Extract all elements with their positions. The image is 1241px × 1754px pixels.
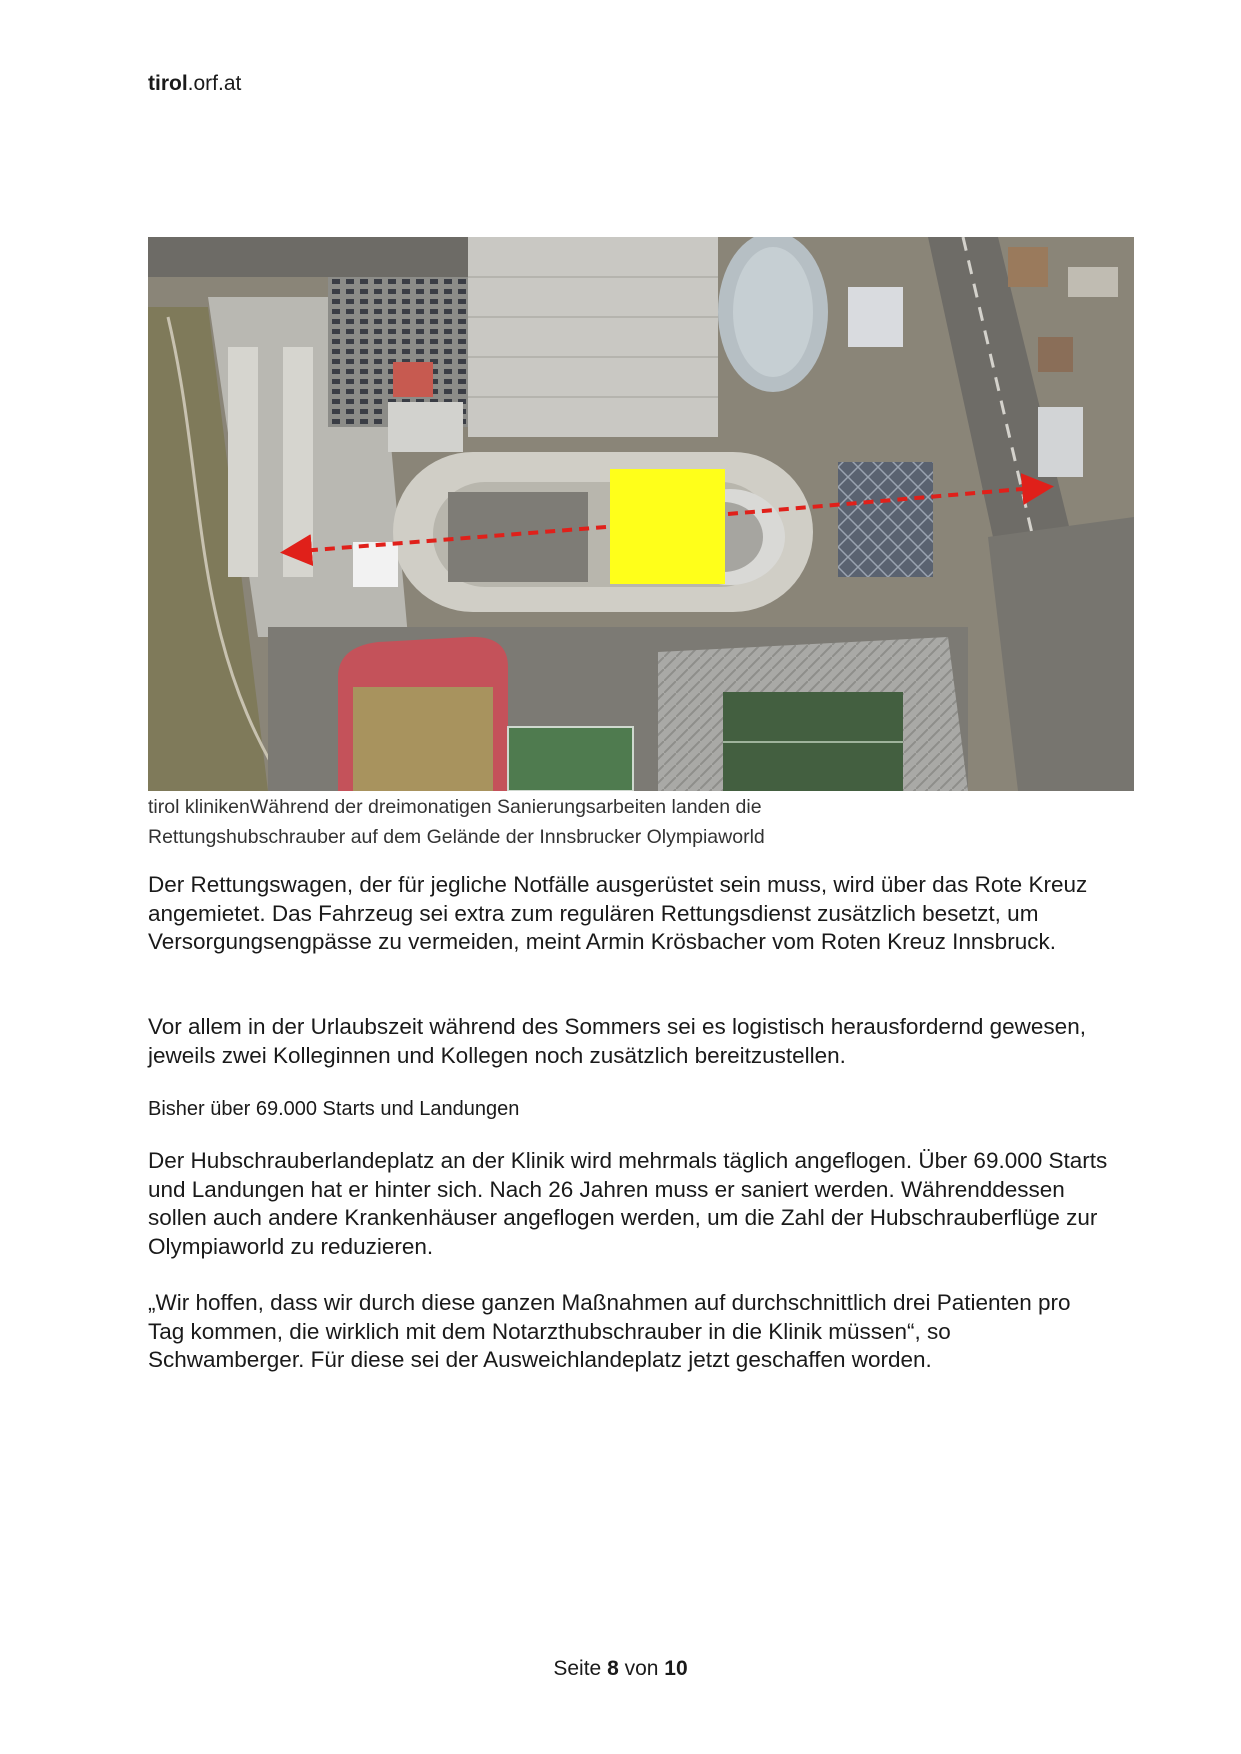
paragraph-1: Der Rettungswagen, der für jegliche Notfälle ausgerüstet sein muss, wird über das Rote Kreuz angemietet. Das Fahrzeug sei extra zum regulären Rettungsdienst zusätzlich besetzt, um Versorgungsengpässe zu vermeiden, meint Armin Krösbacher vom Roten Kreuz Innsbruck. <box>148 872 1088 954</box>
figure-caption <box>148 792 1134 852</box>
footer-total-pages: 10 <box>664 1657 688 1680</box>
footer-middle: von <box>618 1657 665 1680</box>
site-name-bold: tirol <box>148 72 188 95</box>
footer-current-page: 8 <box>607 1657 619 1680</box>
caption-line-1: tirol klinikenWährend der dreimonatigen Sanierungsarbeiten landen die <box>148 796 762 818</box>
caption-line-2: Rettungshubschrauber auf dem Gelände der Innsbrucker Olympiaworld <box>148 826 765 848</box>
paragraph-3: Der Hubschrauberlandeplatz an der Klinik wird mehrmals täglich angeflogen. Über 69.000 Starts und Landungen hat er hinter sich. Nach 26 Jahren muss er saniert werden. Währenddessen sollen auch andere Krankenhäuser angeflogen werden, um die Zahl der Hubschrauberflüge zur Olympiaworld zu reduzieren. <box>148 1148 1108 1259</box>
paragraph-2: Vor allem in der Urlaubszeit während des Sommers sei es logistisch herausfordernd gewesen, jeweils zwei Kolleginnen und Kollegen noch zusätzlich bereitzustellen. <box>148 1014 1086 1068</box>
aerial-photo <box>148 237 1134 791</box>
aerial-photo-drawing <box>148 237 1134 791</box>
page-footer <box>0 1657 1241 1681</box>
section-subheading: Bisher über 69.000 Starts und Landungen <box>148 1098 520 1120</box>
site-header <box>148 72 241 96</box>
footer-prefix: Seite <box>553 1657 608 1680</box>
paragraph-4: „Wir hoffen, dass wir durch diese ganzen Maßnahmen auf durchschnittlich drei Patienten pro Tag kommen, die wirklich mit dem Notarzthubschrauber in die Klinik müssen“, so Schwamberger. Für diese sei der Ausweichlandeplatz jetzt geschaffen worden. <box>148 1290 1071 1372</box>
site-name-rest: .orf.at <box>187 72 242 95</box>
helipad-highlight <box>610 469 725 584</box>
